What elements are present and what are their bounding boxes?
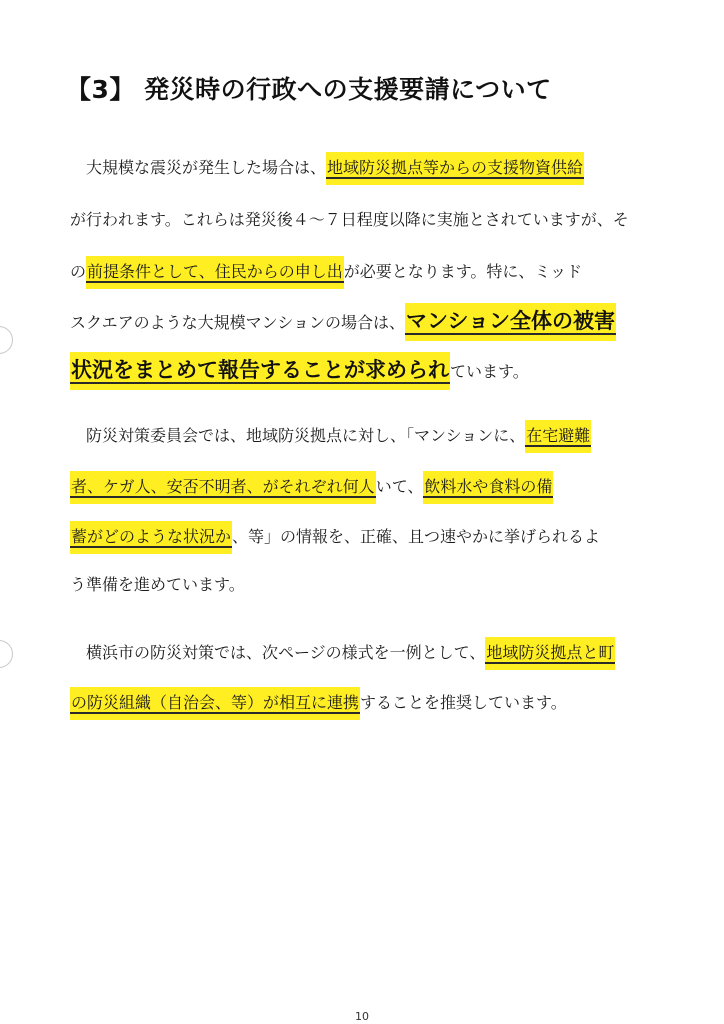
body-text: が必要となります。特に、ミッド (343, 262, 583, 281)
paragraph-2-line-3 (70, 525, 600, 549)
highlighted-bold-text: 状況をまとめて報告することが求められ (71, 358, 449, 382)
body-text: 大規模な震災が発生した場合は、 (70, 158, 327, 177)
body-text: いて、 (375, 477, 424, 496)
paragraph-1-line-2 (70, 208, 629, 232)
body-text: 、等」の情報を、正確、且つ速やかに挙げられるよ (232, 527, 601, 546)
highlighted-text: の防災組織（自治会、等）が相互に連携 (71, 693, 360, 712)
body-text: することを推奨しています。 (360, 693, 567, 712)
paragraph-2-line-2 (70, 475, 553, 499)
highlighted-text: 蓄がどのような状況か (71, 527, 232, 546)
punch-hole-mark (0, 326, 13, 354)
paragraph-1-line-4 (70, 309, 616, 335)
highlighted-text: 飲料水や食料の備 (424, 477, 553, 496)
page-number: 10 (355, 1010, 369, 1023)
paragraph-1-line-5 (70, 358, 529, 384)
body-text: が行われます。これらは発災後４～７日程度以降に実施とされていますが、そ (70, 210, 629, 229)
body-text: 防災対策委員会では、地域防災拠点に対し、「マンションに、 (70, 426, 526, 445)
highlighted-bold-text: マンション全体の被害 (405, 309, 616, 333)
paragraph-3-line-2 (70, 691, 567, 715)
paragraph-2-line-4 (70, 573, 245, 597)
highlighted-text: 者、ケガ人、安否不明者、がそれぞれ何人 (71, 477, 375, 496)
paragraph-2-line-1 (70, 424, 591, 448)
highlighted-text: 地域防災拠点と町 (486, 643, 615, 662)
body-text: 横浜市の防災対策では、次ページの様式を一例として、 (70, 643, 486, 662)
section-heading: 【3】 発災時の行政への支援要請について (66, 75, 552, 104)
paragraph-1-line-3 (70, 260, 582, 284)
highlighted-text: 在宅避難 (526, 426, 591, 445)
punch-hole-mark (0, 640, 13, 668)
body-text: う準備を進めています。 (70, 575, 245, 594)
paragraph-1-line-1 (70, 156, 584, 180)
body-text: の (70, 262, 87, 281)
highlighted-text: 地域防災拠点等からの支援物資供給 (327, 158, 584, 177)
body-text: スクエアのような大規模マンションの場合は、 (70, 313, 405, 332)
paragraph-3-line-1 (70, 641, 615, 665)
body-text: ています。 (450, 362, 529, 381)
highlighted-text: 前提条件として、住民からの申し出 (87, 262, 343, 281)
